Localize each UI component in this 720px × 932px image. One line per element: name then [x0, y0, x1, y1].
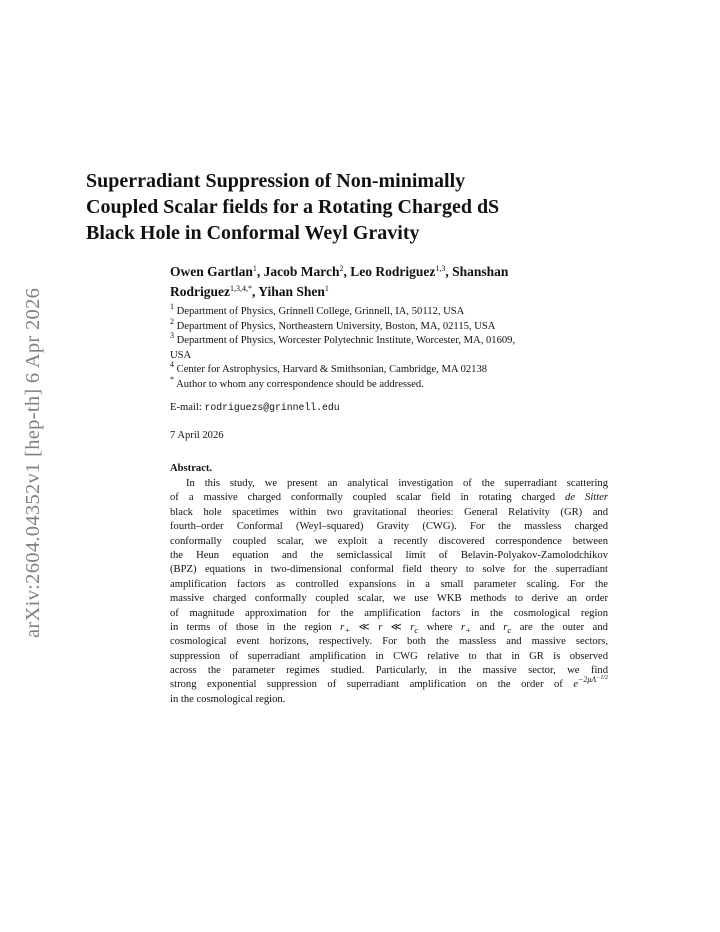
affiliation-mark: 4 [170, 360, 174, 369]
abstract-line: of magnitude approximation for the amplification factors in the cosmological region [170, 607, 608, 619]
affiliation [170, 316, 620, 335]
abstract-text: where [426, 621, 453, 633]
abstract-line: across the parameter regimes studied. Particularly, in the massive sector, we find [170, 665, 608, 677]
email-address[interactable]: rodriguezs@grinnell.edu [204, 402, 340, 413]
affiliation-mark: 1 [170, 302, 174, 311]
affiliation-mark: * [170, 374, 174, 384]
math-r-c: $r_c$ [503, 621, 512, 636]
abstract-line: amplification factors as controlled expansions in a small parameter scaling. For the [170, 578, 608, 590]
math-r-plus: $r_+$ [461, 621, 472, 636]
affiliation-text: Department of Physics, Northeastern University, Boston, MA, 02115, USA [176, 320, 496, 332]
author-line: Owen Gartlan$^1$, Jacob March$^2$, Leo Rodriguez$^{1,3}$, Shanshan [170, 264, 509, 279]
title-line: Superradiant Suppression of Non-minimally [86, 170, 466, 192]
author-name: Shanshan [452, 264, 509, 279]
author-name: Leo Rodriguez [350, 264, 436, 279]
affiliation-mark: 1 [324, 284, 329, 293]
affiliation-text: Department of Physics, Worcester Polytechnic Institute, Worcester, MA, 01609, [176, 335, 516, 346]
abstract-line: the Heun equation and the semiclassical limit of Belavin-Polyakov-Zamolodchikov [170, 549, 608, 561]
abstract-line: suppression of superradiant amplification in CWG relative to that in GR is observed [170, 650, 608, 662]
abstract-line: massive charged conformally coupled scalar, we use WKB methods to derive an order [170, 593, 608, 605]
math-operator: ≪ [390, 621, 402, 633]
abstract-line: fourth–order Conformal (Weyl–squared) Gravity (CWG). For the massless charged [170, 521, 608, 533]
author-name: Jacob March [263, 264, 340, 279]
math-r-c: $r_c$ [410, 621, 419, 636]
abstract-heading: Abstract. [170, 463, 213, 474]
affiliation-text: Author to whom any correspondence should be addressed. [176, 378, 424, 390]
affiliation-mark: 2 [339, 264, 344, 273]
affiliation-text: Center for Astrophysics, Harvard & Smithsonian, Cambridge, MA 02138 [176, 364, 488, 375]
affiliation [170, 360, 620, 378]
author-list [170, 262, 620, 302]
email-line [170, 402, 340, 413]
email-label: E-mail: [170, 402, 202, 413]
abstract-body [170, 477, 608, 707]
affiliation [170, 331, 620, 349]
affiliation-mark: 3 [170, 331, 174, 340]
abstract-line [170, 491, 608, 505]
abstract-text: of a massive charged conformally coupled scalar field in rotating charged [170, 492, 556, 504]
author-name: Yihan Shen [258, 284, 325, 299]
author-name: Rodriguez [170, 284, 230, 299]
title-line: Coupled Scalar fields for a Rotating Charged dS [86, 196, 500, 218]
title-line: Black Hole in Conformal Weyl Gravity [86, 222, 420, 244]
paper-title [86, 168, 626, 246]
affiliation [170, 302, 620, 320]
abstract-text: are the outer and [519, 621, 608, 633]
abstract-line [170, 675, 608, 692]
affiliation-text: USA [170, 349, 192, 361]
affiliation-mark: 1,3 [435, 264, 446, 273]
abstract-line: cosmological event horizons, respectively. For both the massless and massive sectors, [170, 636, 608, 648]
abstract-text: strong exponential suppression of superradiant amplification on the order of [170, 679, 563, 691]
author-name: Owen Gartlan [170, 264, 253, 279]
affiliation-text: Department of Physics, Grinnell College, Grinnell, IA, 50112, USA [176, 306, 465, 317]
abstract-line: (BPZ) equations in two-dimensional conformal field theory to solve for the superradiant [170, 564, 608, 576]
affiliation-mark: 2 [170, 316, 174, 326]
math-r: r [378, 621, 383, 633]
affiliation [170, 349, 620, 364]
abstract-line: In this study, we present an analytical investigation of the superradiant scattering [186, 478, 608, 489]
paper-date: 7 April 2026 [170, 430, 224, 441]
math-exponential: $e^{-2\mu\Lambda^{-1/2}}$ [573, 675, 608, 691]
abstract-line: black hole spacetimes within two gravitational theories: General Relativity (GR) and [170, 506, 608, 518]
abstract-line: conformally coupled scalar, we exploit a recently discovered correspondence between [170, 535, 608, 547]
affiliation-mark: 1,3,4,* [230, 284, 252, 293]
math-operator: ≪ [358, 621, 370, 633]
affiliation [170, 374, 620, 393]
abstract-line [170, 621, 608, 635]
arxiv-identifier: arXiv:2604.04352v1 [hep-th] 6 Apr 2026 [22, 287, 44, 638]
abstract-emphasis: de Sitter [565, 492, 608, 504]
math-r-plus: $r_+$ [340, 621, 351, 636]
abstract-text: and [479, 621, 495, 633]
author-line: Rodriguez$^{1,3,4,*}$, Yihan Shen$^1$ [170, 284, 329, 299]
abstract-text: in terms of those in the region [170, 621, 332, 633]
affiliation-mark: 1 [252, 264, 257, 273]
abstract-line: in the cosmological region. [170, 693, 286, 705]
affiliation-list [170, 302, 620, 392]
